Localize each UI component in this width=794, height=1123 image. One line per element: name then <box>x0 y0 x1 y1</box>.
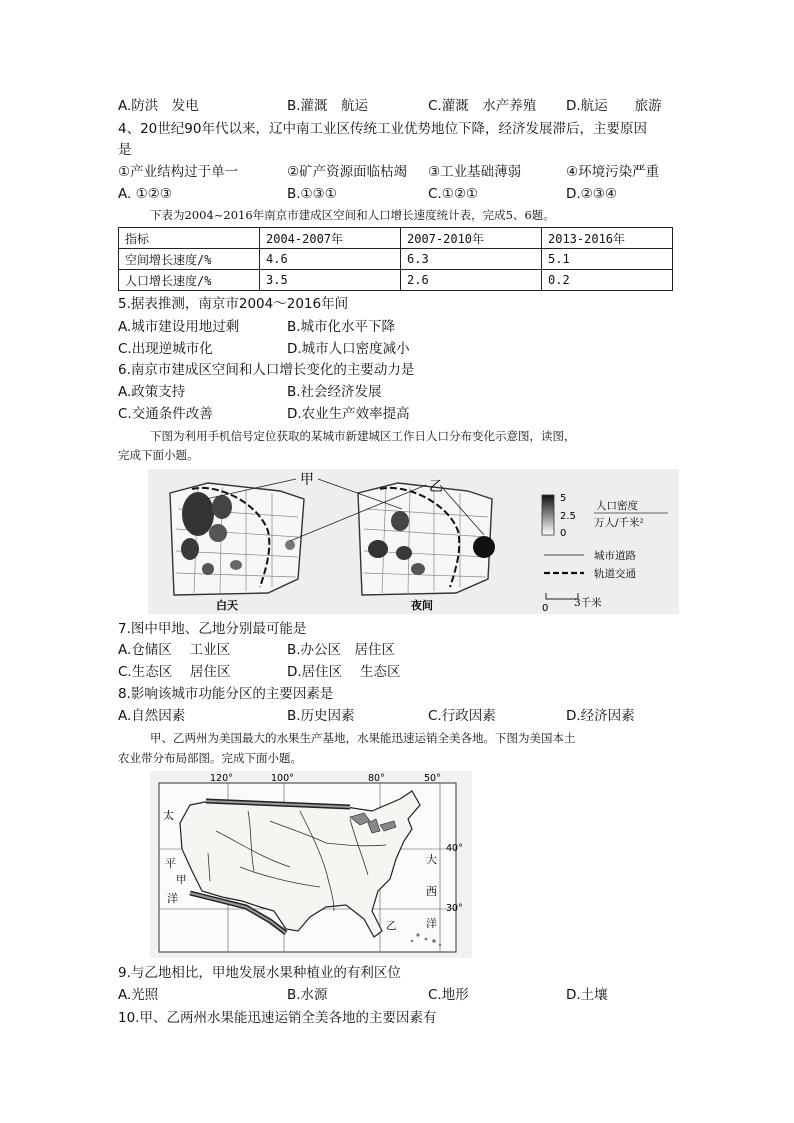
yi-state-label: 乙 <box>386 920 397 932</box>
q3-option-b: B.灌溉 航运 <box>287 98 369 114</box>
pacific-label-1: 太 <box>163 809 174 822</box>
q4-item-1: ①产业结构过于单一 <box>118 164 239 180</box>
q10-stem: 10.甲、乙两州水果能迅速运销全美各地的主要因素有 <box>118 1010 437 1026</box>
table-cell: 5.1 <box>542 249 673 270</box>
density-scale-bar <box>542 495 554 535</box>
scale-label: 3千米 <box>574 597 602 609</box>
atlantic-label-3: 洋 <box>426 917 437 930</box>
lon-120: 120° <box>210 773 233 784</box>
q9-option-d: D.土壤 <box>566 987 608 1003</box>
table-cell: 2.6 <box>401 270 542 291</box>
table-cell: 3.5 <box>260 270 401 291</box>
fig1-intro-cont: 完成下面小题。 <box>118 448 199 462</box>
q8-option-a: A.自然因素 <box>118 708 186 724</box>
pacific-label-3: 洋 <box>167 892 178 905</box>
us-agriculture-map <box>150 771 472 958</box>
q7-stem: 7.图中甲地、乙地分别最可能是 <box>118 621 307 637</box>
q4-option-d: D.②③④ <box>566 186 617 202</box>
lon-50: 50° <box>424 773 441 784</box>
q6-stem: 6.南京市建成区空间和人口增长变化的主要动力是 <box>118 362 415 378</box>
q4-item-4: ④环境污染严重 <box>566 164 660 180</box>
q8-option-c: C.行政因素 <box>428 708 496 724</box>
lon-80: 80° <box>368 773 385 784</box>
population-distribution-figure <box>148 469 679 614</box>
legend-unit: 万人/千米² <box>594 517 644 529</box>
table-cell: 6.3 <box>401 249 542 270</box>
lat-30: 30° <box>446 903 463 914</box>
yi-label: 乙 <box>429 479 443 495</box>
table-header-cell: 2007-2010年 <box>401 228 542 249</box>
day-label: 白天 <box>216 599 238 612</box>
legend-max: 5 <box>560 493 567 504</box>
q6-option-b: B.社会经济发展 <box>287 384 382 400</box>
q8-stem: 8.影响该城市功能分区的主要因素是 <box>118 686 334 702</box>
table-header-cell: 2004-2007年 <box>260 228 401 249</box>
q9-stem: 9.与乙地相比，甲地发展水果种植业的有利区位 <box>118 965 401 981</box>
rail-legend-label: 轨道交通 <box>594 568 636 580</box>
q4-option-a: A. ①②③ <box>118 186 172 202</box>
q9-option-b: B.水源 <box>287 987 328 1003</box>
q3-option-a: A.防洪 发电 <box>118 98 199 114</box>
q4-item-3: ③工业基础薄弱 <box>428 164 522 180</box>
fig2-intro: 甲、乙两州为美国最大的水果生产基地，水果能迅速运销全美各地。下图为美国本土 <box>150 731 576 745</box>
day-map <box>170 483 304 595</box>
q8-option-d: D.经济因素 <box>566 708 635 724</box>
q5-option-a: A.城市建设用地过剩 <box>118 319 240 335</box>
growth-table <box>118 227 673 291</box>
q5-stem: 5.据表推测，南京市2004～2016年间 <box>118 296 349 312</box>
table-row <box>119 270 673 291</box>
atlantic-label-1: 大 <box>426 853 437 866</box>
q4-stem: 4、20世纪90年代以来，辽中南工业区传统工业优势地位下降，经济发展滞后，主要原因 <box>118 121 647 137</box>
table-header-cell: 2013-2016年 <box>542 228 673 249</box>
q4-option-c: C.①②① <box>428 186 479 202</box>
jia-state-label: 甲 <box>176 874 187 886</box>
q5-option-d: D.城市人口密度减小 <box>287 341 410 357</box>
q6-option-d: D.农业生产效率提高 <box>287 406 410 422</box>
table-intro: 下表为2004~2016年南京市建成区空间和人口增长速度统计表，完成5、6题。 <box>150 208 555 222</box>
q4-item-2: ②矿产资源面临枯竭 <box>287 164 408 180</box>
q7-option-a: A.仓储区 工业区 <box>118 642 231 658</box>
lat-40: 40° <box>446 843 463 854</box>
table-cell: 4.6 <box>260 249 401 270</box>
table-cell: 0.2 <box>542 270 673 291</box>
q3-option-d: D.航运 旅游 <box>566 98 662 114</box>
road-legend-label: 城市道路 <box>594 550 636 562</box>
table-cell: 空间增长速度/% <box>119 249 260 270</box>
q8-option-b: B.历史因素 <box>287 708 355 724</box>
pacific-label-2: 平 <box>165 857 176 870</box>
fig2-intro-cont: 农业带分布局部图。完成下面小题。 <box>118 751 302 765</box>
q6-option-a: A.政策支持 <box>118 384 186 400</box>
q7-option-d: D.居住区 生态区 <box>287 664 401 680</box>
q4-option-b: B.①③① <box>287 186 337 202</box>
table-header-row <box>119 228 673 249</box>
q9-option-c: C.地形 <box>428 987 469 1003</box>
scale-zero: 0 <box>542 603 549 614</box>
q5-option-c: C.出现逆城市化 <box>118 341 213 357</box>
q9-option-a: A.光照 <box>118 987 159 1003</box>
legend-min: 0 <box>560 528 567 539</box>
atlantic-label-2: 西 <box>426 885 437 898</box>
table-row <box>119 249 673 270</box>
q6-option-c: C.交通条件改善 <box>118 406 213 422</box>
fig1-intro: 下图为利用手机信号定位获取的某城市新建城区工作日人口分布变化示意图，读图， <box>150 429 576 443</box>
jia-label: 甲 <box>300 472 314 488</box>
lon-100: 100° <box>271 773 294 784</box>
night-map <box>358 483 495 595</box>
q4-stem-cont: 是 <box>118 142 132 158</box>
legend-title: 人口密度 <box>596 500 638 512</box>
table-cell: 人口增长速度/% <box>119 270 260 291</box>
q7-option-c: C.生态区 居住区 <box>118 664 231 680</box>
legend-mid: 2.5 <box>560 511 576 522</box>
q7-option-b: B.办公区 居住区 <box>287 642 396 658</box>
night-label: 夜间 <box>411 599 433 612</box>
table-header-cell: 指标 <box>119 228 260 249</box>
q5-option-b: B.城市化水平下降 <box>287 319 396 335</box>
q3-option-c: C.灌溉 水产养殖 <box>428 98 537 114</box>
